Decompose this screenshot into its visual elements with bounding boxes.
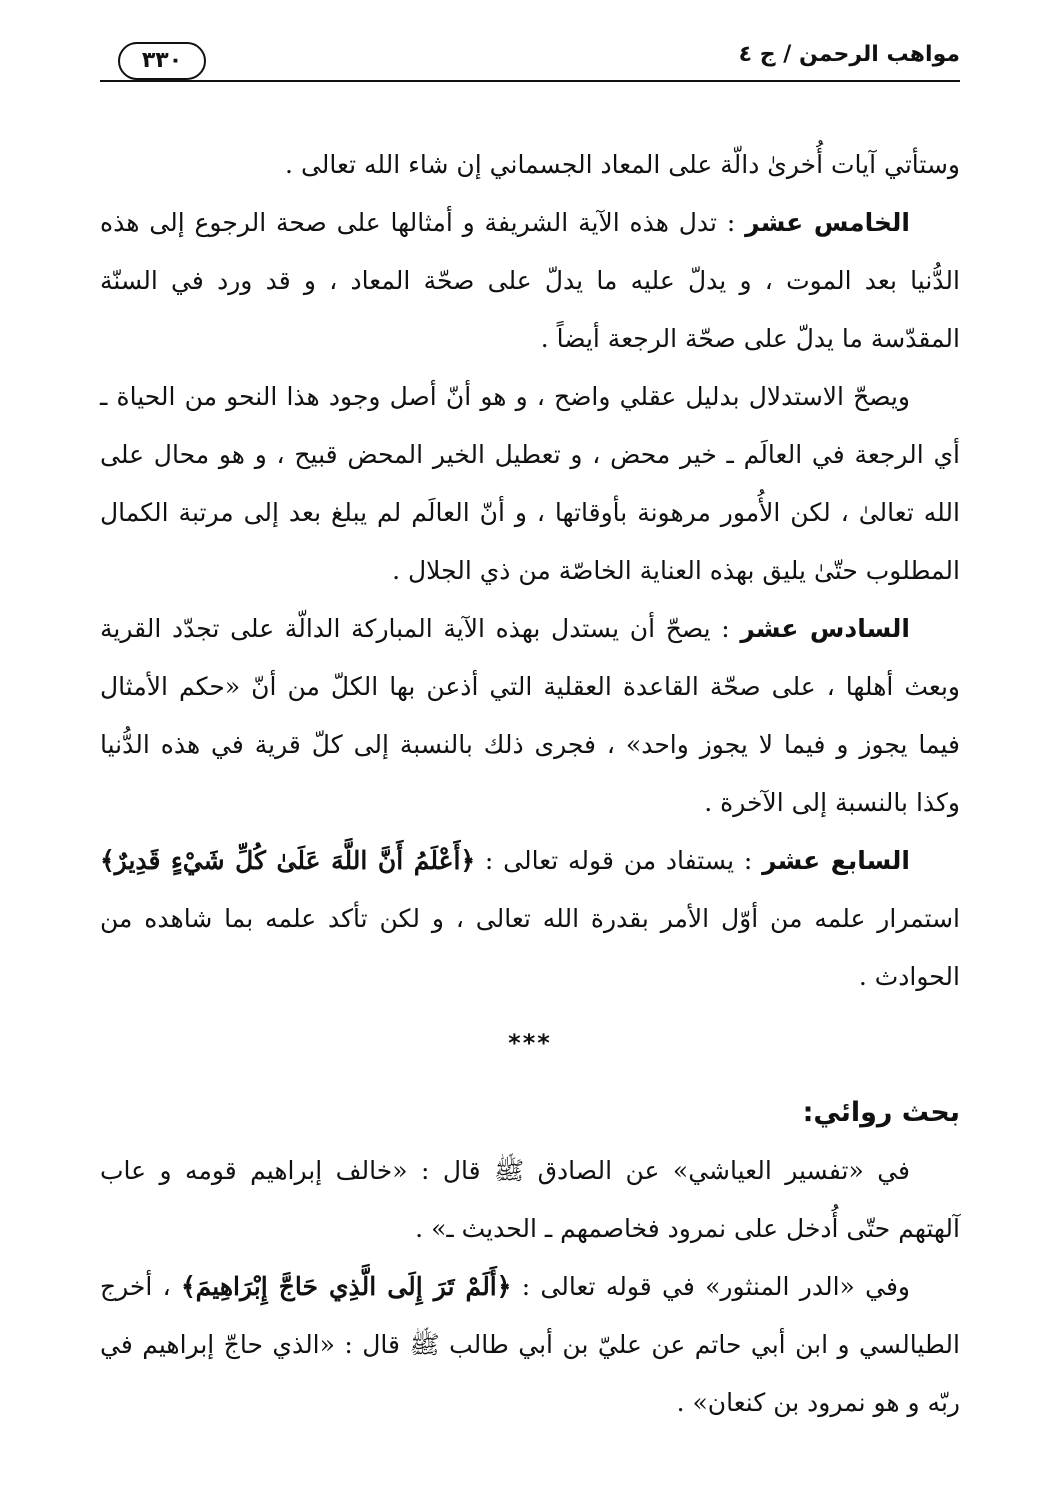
paragraph-15th-text: : تدل هذه الآية الشريفة و أمثالها على صحة الرجوع إلى هذه الدُّنيا بعد الموت ، و يدلّ عليه ما يدلّ على صحّة المعاد ، و قد ورد في السنّة المقدّسة ما يدلّ على صحّة الرجعة أيضاً .	[100, 208, 960, 353]
quran-verse-1: ﴿أَعْلَمُ أَنَّ اللَّهَ عَلَىٰ كُلِّ شَيْءٍ قَدِيرٌ﴾	[100, 846, 476, 875]
section-title: بحث روائي:	[802, 1097, 960, 1128]
point-heading-16: السادس عشر	[740, 614, 910, 643]
paragraph-durr-text-before: وفي «الدر المنثور» في قوله تعالى :	[511, 1272, 910, 1301]
header-rule	[100, 80, 960, 82]
paragraph-17th-text-after: استمرار علمه من أوّل الأمر بقدرة الله تعالى ، و لكن تأكد علمه بما شاهده من الحوادث .	[100, 904, 960, 991]
paragraph-durr-manthur	[100, 1258, 960, 1432]
paragraph-16th	[100, 600, 960, 832]
page-number: ٣٣٠	[118, 42, 206, 80]
paragraph-15th	[100, 194, 960, 368]
paragraph-17th	[100, 832, 960, 1006]
page-header	[100, 30, 960, 86]
paragraph-16th-text: : يصحّ أن يستدل بهذه الآية المباركة الدالّة على تجدّد القرية وبعث أهلها ، على صحّة القاعدة العقلية التي أذعن بها الكلّ من أنّ «حكم الأمثال فيما يجوز و فيما لا يجوز واحد» ، فجرى ذلك بالنسبة إلى كلّ قرية في هذه الدُّنيا وكذا بالنسبة إلى الآخرة .	[100, 614, 960, 817]
running-title: مواهب الرحمن / ج ٤	[738, 42, 960, 67]
paragraph-durr-text-after: ، أخرج الطيالسي و ابن أبي حاتم عن عليّ بن أبي طالب ﷺ قال : «الذي حاجّ إبراهيم في ربّه و هو نمرود بن كنعان» .	[100, 1272, 960, 1417]
paragraph-ayyashi: في «تفسير العياشي» عن الصادق ﷺ قال : «خالف إبراهيم قومه و عاب آلهتهم حتّى أُدخل على نمرود فخاصمهم ـ الحديث ـ» .	[100, 1156, 960, 1243]
point-heading-17: السابع عشر	[762, 846, 910, 875]
point-heading-15: الخامس عشر	[745, 208, 910, 237]
page-body	[100, 136, 960, 1432]
section-separator: ***	[508, 1029, 552, 1057]
paragraph-1: وستأتي آيات أُخرىٰ دالّة على المعاد الجسماني إن شاء الله تعالى .	[285, 150, 960, 179]
paragraph-rational-proof: ويصحّ الاستدلال بدليل عقلي واضح ، و هو أنّ أصل وجود هذا النحو من الحياة ـ أي الرجعة في العالَم ـ خير محض ، و تعطيل الخير المحض قبيح ، و هو محال على الله تعالىٰ ، لكن الأُمور مرهونة بأوقاتها ، و أنّ العالَم لم يبلغ بعد إلى مرتبة الكمال المطلوب حتّىٰ يليق بهذه العناية الخاصّة من ذي الجلال .	[100, 382, 960, 585]
paragraph-17th-text-before: : يستفاد من قوله تعالى :	[475, 846, 763, 875]
quran-verse-2: ﴿أَلَمْ تَرَ إِلَى الَّذِي حَاجَّ إِبْرَاهِيمَ﴾	[181, 1272, 512, 1301]
